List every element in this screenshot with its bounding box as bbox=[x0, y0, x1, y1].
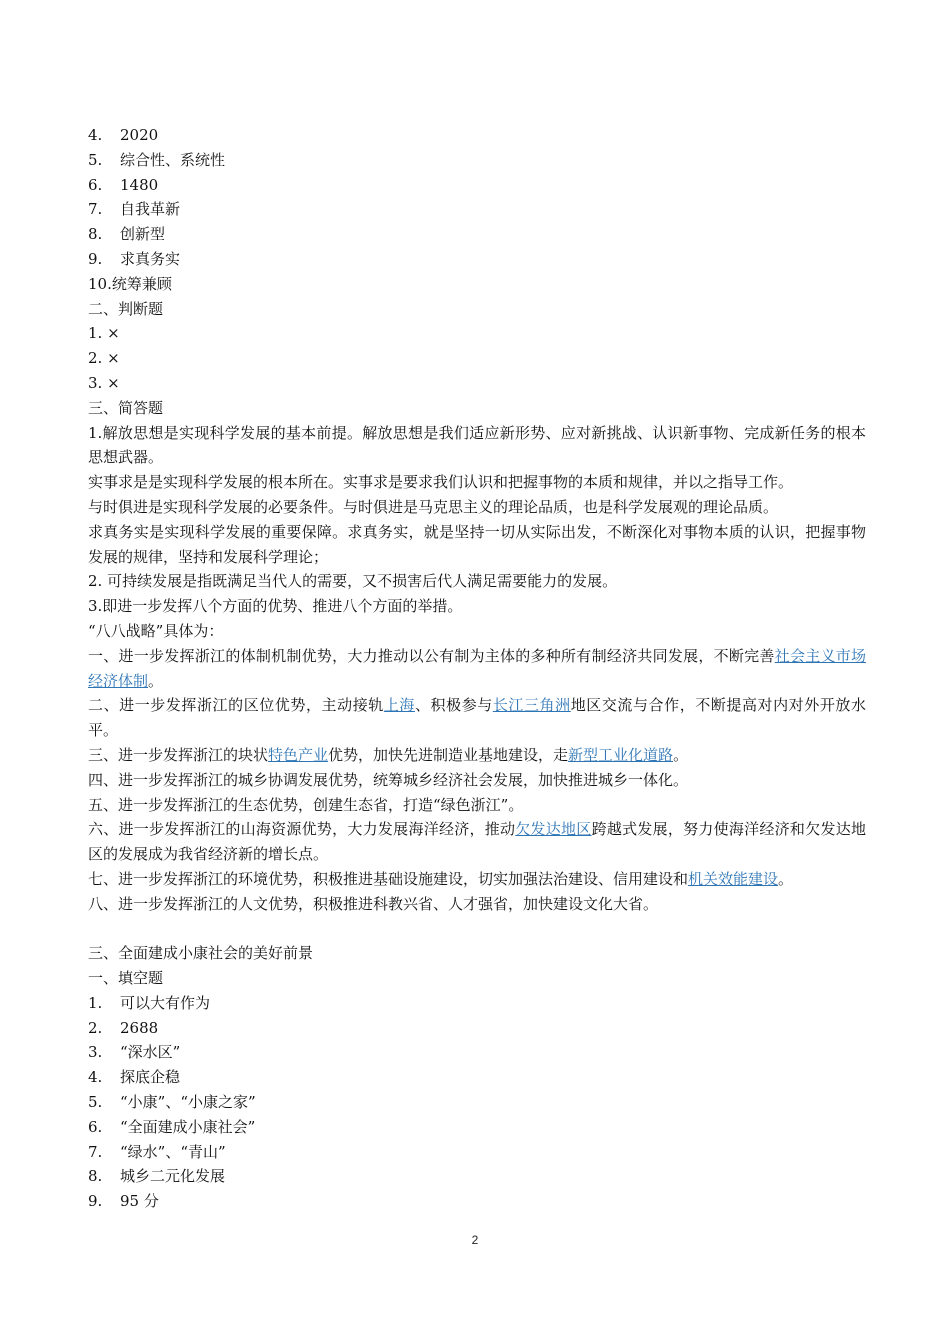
list-item: 6. “全面建成小康社会” bbox=[88, 1117, 256, 1136]
list-item: 5. 综合性、系统性 bbox=[88, 150, 226, 169]
page-number: 2 bbox=[471, 1233, 479, 1247]
link-socialist-market-economy[interactable]: 社会主义市场经济体制 bbox=[88, 646, 866, 690]
strategy-item-5: 五、进一步发挥浙江的生态优势，创建生态省，打造“绿色浙江”。 bbox=[88, 795, 524, 814]
strategy-item-3: 三、进一步发挥浙江的块状特色产业优势，加快先进制造业基地建设，走新型工业化道路。 bbox=[88, 745, 689, 764]
strategy-item-6: 六、进一步发挥浙江的山海资源优势，大力发展海洋经济，推动欠发达地区跨越式发展，努力使海洋经济和欠发达地区的发展成为我省经济新的增长点。 bbox=[88, 820, 866, 864]
paragraph: 与时俱进是实现科学发展的必要条件。与时俱进是马克思主义的理论品质，也是科学发展观的理论品质。 bbox=[88, 497, 779, 516]
link-new-industrialization[interactable]: 新型工业化道路 bbox=[568, 745, 674, 764]
section-heading-short-answer: 三、简答题 bbox=[88, 398, 164, 417]
link-characteristic-industry[interactable]: 特色产业 bbox=[268, 745, 329, 764]
list-item: 7. 自我革新 bbox=[88, 200, 181, 219]
paragraph: 1.解放思想是实现科学发展的基本前提。解放思想是我们适应新形势、应对新挑战、认识新事物、完成新任务的根本思想武器。 bbox=[88, 423, 866, 467]
strategy-item-2: 二、进一步发挥浙江的区位优势，主动接轨上海、积极参与长江三角洲地区交流与合作，不断提高对内对外开放水平。 bbox=[88, 696, 866, 740]
strategy-item-8: 八、进一步发挥浙江的人文优势，积极推进科教兴省、人才强省，加快建设文化大省。 bbox=[88, 894, 659, 913]
document-body bbox=[88, 123, 866, 1214]
paragraph: “八八战略”具体为： bbox=[88, 621, 224, 640]
list-item: 3. “深水区” bbox=[88, 1043, 181, 1062]
strategy-item-1: 一、进一步发挥浙江的体制机制优势，大力推动以公有制为主体的多种所有制经济共同发展，不断完善社会主义市场经济体制。 bbox=[88, 646, 866, 690]
list-item: 8. 创新型 bbox=[88, 225, 166, 244]
section-heading-judge: 二、判断题 bbox=[88, 299, 164, 318]
paragraph: 3.即进一步发挥八个方面的优势、推进八个方面的举措。 bbox=[88, 597, 463, 616]
list-item: 5. “小康”、“小康之家” bbox=[88, 1093, 256, 1112]
list-item: 2. 2688 bbox=[88, 1018, 159, 1037]
link-underdeveloped-areas[interactable]: 欠发达地区 bbox=[515, 820, 592, 839]
paragraph: 求真务实是实现科学发展的重要保障。求真务实，就是坚持一切从实际出发，不断深化对事物本质的认识，把握事物发展的规律，坚持和发展科学理论； bbox=[88, 522, 866, 566]
section-heading-xiaokang: 三、全面建成小康社会的美好前景 bbox=[88, 944, 314, 963]
spacer bbox=[88, 917, 866, 942]
link-yangtze-delta[interactable]: 长江三角洲 bbox=[492, 696, 571, 715]
list-item: 1. 可以大有作为 bbox=[88, 993, 211, 1012]
strategy-item-4: 四、进一步发挥浙江的城乡协调发展优势，统筹城乡经济社会发展，加快推进城乡一体化。 bbox=[88, 770, 689, 789]
paragraph: 实事求是是实现科学发展的根本所在。实事求是要求我们认识和把握事物的本质和规律，并以之指导工作。 bbox=[88, 473, 794, 492]
list-item: 2. × bbox=[88, 349, 120, 368]
list-item: 8. 城乡二元化发展 bbox=[88, 1167, 226, 1186]
list-item: 10.统筹兼顾 bbox=[88, 274, 172, 293]
list-item: 1. × bbox=[88, 324, 120, 343]
list-item: 3. × bbox=[88, 373, 120, 392]
link-shanghai[interactable]: 上海 bbox=[383, 696, 415, 715]
list-item: 7. “绿水”、“青山” bbox=[88, 1142, 226, 1161]
list-item: 9. 求真务实 bbox=[88, 249, 181, 268]
list-item: 9. 95 分 bbox=[88, 1192, 159, 1211]
list-item: 6. 1480 bbox=[88, 175, 159, 194]
section-heading-fill-blank: 一、填空题 bbox=[88, 969, 164, 988]
strategy-item-7: 七、进一步发挥浙江的环境优势，积极推进基础设施建设，切实加强法治建设、信用建设和机关效能建设。 bbox=[88, 869, 794, 888]
paragraph: 2. 可持续发展是指既满足当代人的需要，又不损害后代人满足需要能力的发展。 bbox=[88, 572, 618, 591]
list-item: 4. 探底企稳 bbox=[88, 1068, 181, 1087]
list-item: 4. 2020 bbox=[88, 126, 159, 144]
link-agency-efficiency[interactable]: 机关效能建设 bbox=[688, 869, 779, 888]
